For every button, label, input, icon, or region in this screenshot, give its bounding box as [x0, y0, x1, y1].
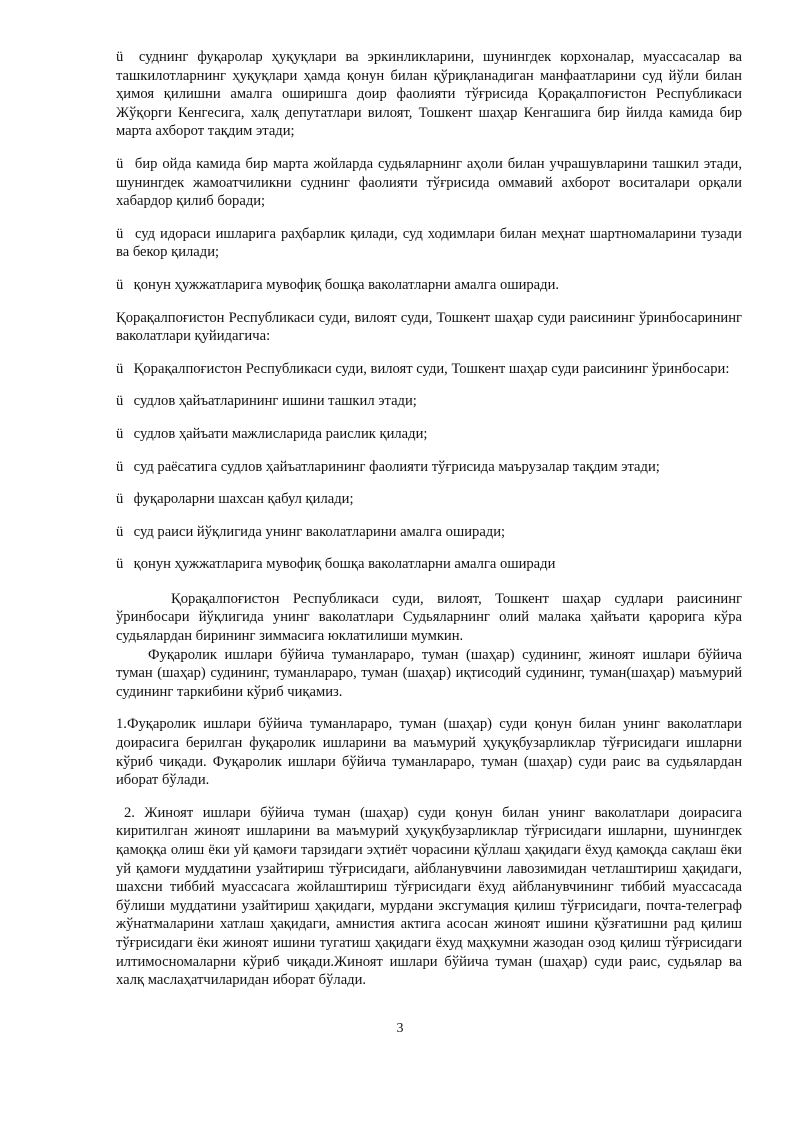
list-item-text: суд раиси йўқлигида унинг ваколатларини амалга оширади; — [133, 523, 506, 540]
list-item — [116, 555, 742, 574]
bullet-check-icon: ü — [116, 393, 124, 410]
list-item-text: қонун ҳужжатларига мувофиқ бошқа ваколатларни амалга оширади — [133, 556, 556, 573]
bullet-check-icon: ü — [116, 425, 124, 442]
list-item — [116, 155, 742, 211]
paragraph-deputy-absence: Қорақалпоғистон Республикаси суди, вилоят, Тошкент шаҳар судлари раисининг ўринбосари йўқлигида унинг ваколатлари Судьяларнинг олий малака ҳайъати қарорига кўра судьялардан бирининг зиммасига юклатилиши мумкин. — [116, 590, 742, 645]
paragraph-civil-court: 1.Фуқаролик ишлари бўйича туманлараро, туман (шаҳар) суди қонун билан унинг ваколатлари доирасига берилган фуқаролик ишларини ва маъмурий ҳуқуқбузарликлар тўғрисидаги ишларни кўриб чиқади. Фуқаролик ишлари бўйича туманлараро, туман (шаҳар) суди раис ва судьялардан иборат бўлади. — [116, 716, 742, 789]
bullet-check-icon: ü — [116, 491, 124, 508]
bullet-check-icon: ü — [116, 276, 124, 293]
document-body — [116, 48, 742, 1004]
list-item — [116, 490, 742, 509]
page-number: 3 — [396, 1021, 404, 1036]
bullet-check-icon: ü — [116, 360, 124, 377]
list-item — [116, 360, 742, 379]
list-item — [116, 523, 742, 542]
bullet-check-icon: ü — [116, 458, 124, 475]
bullet-check-icon: ü — [116, 225, 124, 242]
list-item-text: қонун ҳужжатларига мувофиқ бошқа ваколатларни амалга оширади. — [133, 276, 560, 293]
list-item-text: фуқароларни шахсан қабул қилади; — [133, 491, 354, 508]
paragraph-criminal-court: 2. Жиноят ишлари бўйича туман (шаҳар) суди қонун билан унинг ваколатлари доирасига киритилган жиноят ишларини ва маъмурий ҳуқуқбузарликлар тўғрисидаги ишларни, шунингдек қамоққа олиш ёки уй қамоғи тарзидаги эҳтиёт чорасини қўллаш ҳақидаги ёхуд қамоқда сақлаш ёки уй қамоғи муддатини узайтириш тўғрисидаги, айбланувчини лавозимидан четлаштириш ҳақидаги, шахсни тиббий муассасага жойлаштириш тўғрисидаги ёхуд айбланувчининг тиббий муассасада бўлиши муддатини узайтириш ҳақидаги, мурдани эксгумация қилиш тўғрисидаги, почта-телеграф жўнатмаларини хатлаш ҳақидаги, амнистия актига асосан жиноят ишини қўзғатишни рад қилиш тўғрисидаги ёки жиноят ишини тугатиш ҳақидаги ёхуд маҳкумни жазодан озод қилиш тўғрисидаги илтимосномаларни кўриб чиқади.Жиноят ишлари бўйича туман (шаҳар) суди раис, судьялар ва халқ маслаҳатчиларидан иборат бўлади. — [116, 804, 742, 989]
bullet-check-icon: ü — [116, 49, 124, 65]
bullet-check-icon: ü — [116, 556, 124, 573]
list-item — [116, 458, 742, 477]
list-item-text: бир ойда камида бир марта жойларда судьяларнинг аҳоли билан учрашувларини ташкил этади, шунингдек жамоатчиликни суднинг фаолияти тўғрисида оммавий ахборот воситалари орқали хабардор қилиб боради; — [116, 155, 742, 210]
list-item — [116, 392, 742, 411]
list-item-text: судлов ҳайъати мажлисларида раислик қилади; — [133, 425, 428, 442]
list-item — [116, 276, 742, 295]
list-item-text: суд идораси ишларига раҳбарлик қилади, суд ходимлари билан меҳнат шартномаларини тузади ва бекор қилади; — [116, 225, 742, 261]
list-item — [116, 225, 742, 262]
paragraph-review-intro: Фуқаролик ишлари бўйича туманлараро, туман (шаҳар) судининг, жиноят ишлари бўйича туман (шаҳар) судининг, туманлараро, туман (шаҳар) иқтисодий судининг, туман(шаҳар) маъмурий судининг таркибини кўриб чиқамиз. — [116, 646, 742, 700]
deputy-powers-intro: Қорақалпоғистон Республикаси суди, вилоят суди, Тошкент шаҳар суди раисининг ўринбосарининг ваколатлари қуйидагича: — [116, 309, 742, 345]
bullet-check-icon: ü — [116, 523, 124, 540]
list-item — [116, 48, 742, 141]
list-item — [116, 425, 742, 444]
list-item-text: Қорақалпоғистон Республикаси суди, вилоят суди, Тошкент шаҳар суди раисининг ўринбосари: — [133, 360, 730, 377]
list-item-text: судлов ҳайъатларининг ишини ташкил этади; — [133, 393, 417, 410]
list-item-text: суднинг фуқаролар ҳуқуқлари ва эркинликларини, шунингдек корхоналар, муассасалар ва ташкилотларнинг ҳуқуқлари ҳамда қонун билан қўриқланадиган манфаатларини суд йўли билан ҳимоя қилишни амалга оширишга доир фаолияти тўғрисида Қорақалпоғистон Республикаси Жўқорги Кенгесига, халқ депутатлари вилоят, Тошкент шаҳар Кенгашига бир йилда камида бир марта ахборот тақдим этади; — [116, 49, 742, 140]
bullet-check-icon: ü — [116, 155, 124, 172]
list-item-text: суд раёсатига судлов ҳайъатларининг фаолияти тўғрисида маърузалар тақдим этади; — [133, 458, 660, 475]
